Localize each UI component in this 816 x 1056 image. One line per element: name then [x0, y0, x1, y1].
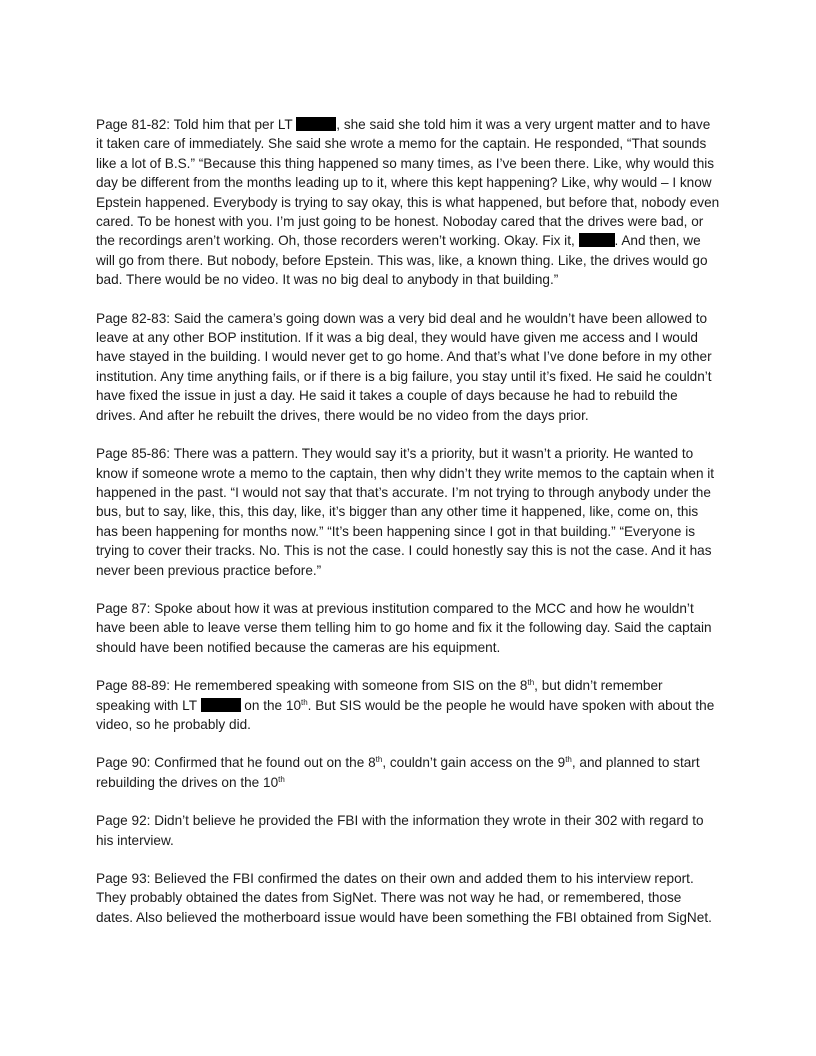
- paragraph-page-93: Page 93: Believed the FBI confirmed the dates on their own and added them to his interview report. They probably obtained the dates from SigNet. There was not way he had, or remembered, those dates. Also believed the motherboard issue would have been something the FBI obtained from SigNet.: [96, 871, 712, 925]
- paragraph-text: . But SIS would be the people he would have spoken with about the video, so he probably did.: [96, 697, 715, 732]
- paragraph-text: Page 81-82: Told him that per LT: [96, 117, 297, 132]
- paragraph-text: Page 88-89: He remembered speaking with someone from SIS on the 8: [96, 678, 528, 694]
- paragraph-page-82-83: Page 82-83: Said the camera’s going down was a very bid deal and he wouldn’t have been allowed to leave at any other BOP institution. If it was a big deal, they would have given me access and I would have stayed in the building. I would never get to go home. And that’s what I’ve done before in my other institution. Any time anything fails, or if there is a big failure, you stay until it’s fixed. He said he couldn’t have fixed the issue in just a day. He said it takes a couple of days because he had to rebuild the drives. And after he rebuilt the drives, there would be no video from the days prior.: [96, 310, 712, 423]
- paragraph-page-87: Page 87: Spoke about how it was at previous institution compared to the MCC and how he wouldn’t have been able to leave verse them telling him to go home and fix it the following day. Said the captain should have been notified because the cameras are his equipment.: [96, 600, 712, 655]
- paragraph-page-85-86: Page 85-86: There was a pattern. They would say it’s a priority, but it wasn’t a priority. He wanted to know if someone wrote a memo to the captain, then why didn’t they write memos to the captain when it happened in the past. “I would not say that that’s accurate. I’m not trying to through anybody under the bus, but to say, like, this, this day, like, it’s bigger than any other time it happened, like, come on, this has been happening for months now.” “It’s been happening since I got in that building.” “Everyone is trying to cover their tracks. No. This is not the case. I could honestly say this is not the case. And it has never been previous practice before.”: [96, 446, 715, 578]
- ordinal-suffix: th: [527, 678, 535, 688]
- paragraph-text: on the 10: [240, 697, 301, 713]
- ordinal-suffix: th: [375, 755, 383, 765]
- paragraph-text: , she said she told him it was a very urgent matter and to have it taken care of immediately. She said she wrote a memo for the captain. He responded, “That sounds like a lot of B.S.” “Because this thing happened so many times, as I’ve been there. Like, why would this day be different from the months leading up to it, where this kept happening? Like, why would – I know Epstein happened. Everybody is trying to say okay, this is what happened, but before that, nobody even cared. To be honest with you. I’m just going to be honest. Noboday cared that the drives were bad, or the recordings aren’t working. Oh, those recorders weren’t working. Okay. Fix it,: [96, 117, 720, 249]
- document-page: [96, 115, 720, 946]
- ordinal-suffix: th: [278, 774, 285, 784]
- paragraph-page-88-89: [96, 676, 720, 734]
- redaction-box: [579, 233, 615, 247]
- redaction-box: [201, 698, 241, 712]
- ordinal-suffix: th: [301, 697, 308, 707]
- redaction-box: [296, 117, 336, 131]
- paragraph-page-92: Page 92: Didn’t believe he provided the FBI with the information they wrote in their 302 with regard to his interview.: [96, 813, 704, 848]
- paragraph-page-81-82: [96, 115, 720, 290]
- paragraph-text: , but didn’t remember speaking with LT: [96, 678, 663, 713]
- paragraph-text: , couldn’t gain access on the 9: [382, 755, 566, 771]
- paragraph-page-90: [96, 753, 720, 792]
- paragraph-text: , and planned to start rebuilding the drives on the 10: [96, 755, 700, 790]
- ordinal-suffix: th: [565, 755, 572, 765]
- paragraph-text: Page 90: Confirmed that he found out on the 8: [96, 755, 376, 771]
- paragraph-text: . And then, we will go from there. But nobody, before Epstein. This was, like, a known thing. Like, the drives would go bad. There would be no video. It was no big deal to anybody in that building.”: [96, 233, 708, 288]
